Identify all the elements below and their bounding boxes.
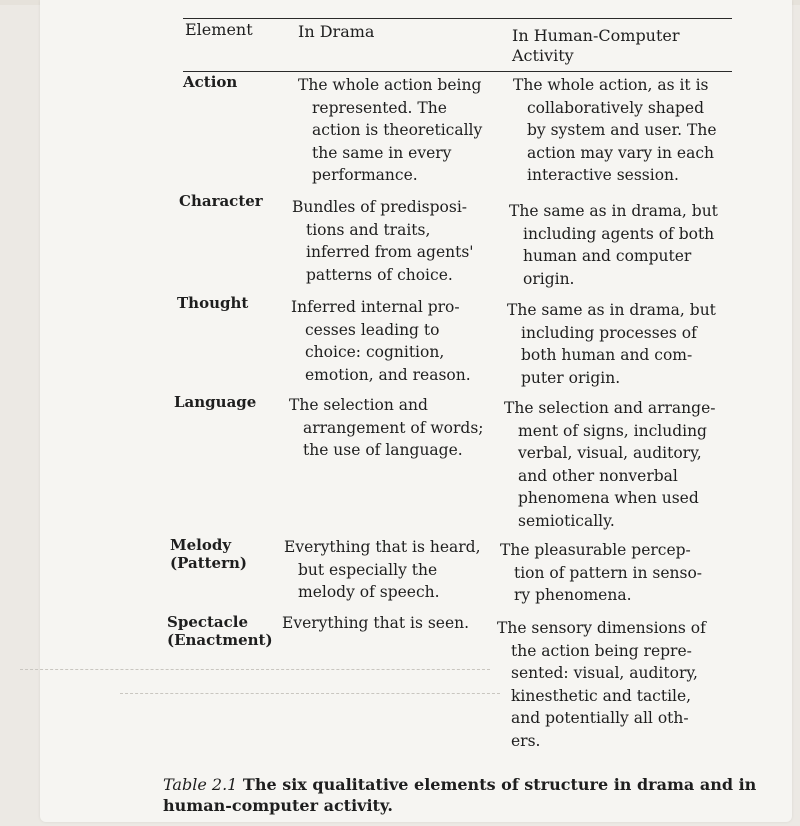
row-hci-character: The same as in drama, but including agents of both human and computer origin. [509, 202, 718, 288]
row-drama-melody: Everything that is heard, but especially the melody of speech. [284, 538, 481, 601]
row-hci-thought: The same as in drama, but including processes of both human and com- puter origin. [507, 301, 716, 387]
row-hci-spectacle: The sensory dimensions of the action being repre- sented: visual, auditory, kinesthetic and tactile, and potentially all oth- ers. [497, 619, 706, 750]
table-header-rule [183, 71, 732, 72]
row-drama-language: The selection and arrangement of words; the use of language. [289, 396, 484, 459]
column-header-element: Element [185, 20, 253, 39]
table-caption [163, 774, 763, 816]
table-caption-text: The six qualitative elements of structure in drama and in human-computer activity. [163, 775, 757, 815]
row-drama-thought: Inferred internal pro- cesses leading to choice: cognition, emotion, and reason. [291, 298, 471, 384]
column-header-drama: In Drama [298, 22, 375, 41]
row-element-spectacle: Spectacle (Enactment) [167, 613, 273, 649]
row-drama-spectacle: Everything that is seen. [282, 614, 470, 632]
column-header-hci: In Human-Computer Activity [512, 26, 680, 65]
row-element-action: Action [183, 73, 238, 91]
scan-artifact-line [20, 669, 490, 670]
row-element-character: Character [179, 192, 263, 210]
table-top-rule [183, 18, 732, 19]
scan-artifact-line [120, 693, 500, 694]
row-hci-action: The whole action, as it is collaboratively shaped by system and user. The action may vary in each interactive session. [513, 76, 717, 184]
row-drama-character: Bundles of predisposi- tions and traits, inferred from agents' patterns of choice. [292, 198, 474, 284]
row-element-thought: Thought [177, 294, 249, 312]
row-element-language: Language [174, 393, 257, 411]
row-element-melody: Melody (Pattern) [170, 536, 247, 572]
row-hci-melody: The pleasurable percep- tion of pattern in senso- ry phenomena. [500, 541, 703, 604]
row-drama-action: The whole action being represented. The action is theoretically the same in every performance. [298, 76, 483, 184]
row-hci-language: The selection and arrange- ment of signs, including verbal, visual, auditory, and other nonverbal phenomena when used semiotically. [504, 399, 716, 530]
table-caption-label: Table 2.1 [163, 775, 238, 794]
